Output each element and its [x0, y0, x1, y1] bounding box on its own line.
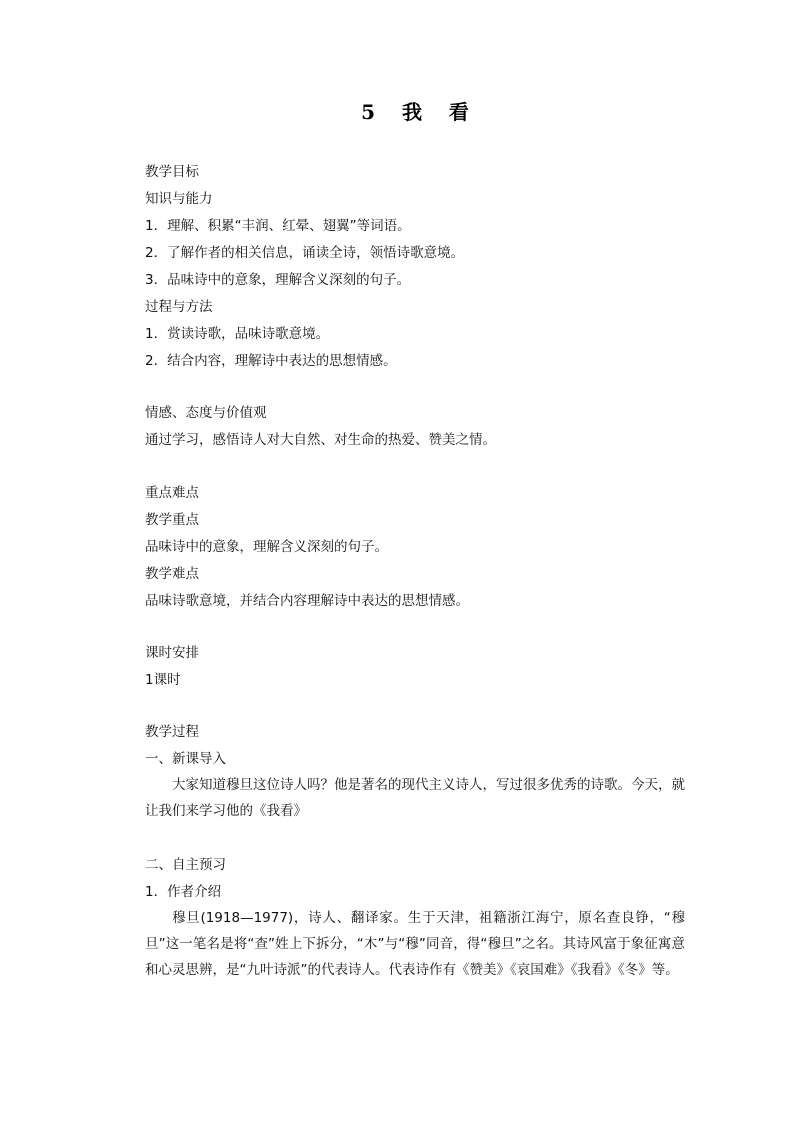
- subheading-key-point: 教学重点: [145, 512, 199, 528]
- subheading-author-intro: 1．作者介绍: [145, 884, 222, 900]
- goal-item: 3．品味诗中的意象，理解含义深刻的句子。: [145, 272, 411, 288]
- key-point-text: 品味诗中的意象，理解含义深刻的句子。: [145, 539, 388, 555]
- schedule-text: 1课时: [145, 672, 181, 688]
- subheading-self-preview: 二、自主预习: [145, 857, 226, 873]
- section-heading-schedule: 课时安排: [145, 645, 199, 661]
- intro-paragraph: 大家知道穆旦这位诗人吗？他是著名的现代主义诗人，写过很多优秀的诗歌。今天，就让我们来学习他的《我看》: [145, 777, 685, 819]
- document-title: 5 我 看: [361, 100, 479, 124]
- method-item: 1．赏读诗歌，品味诗歌意境。: [145, 326, 330, 342]
- method-item: 2．结合内容，理解诗中表达的思想情感。: [145, 353, 397, 369]
- section-heading-teaching-process: 教学过程: [145, 724, 199, 740]
- section-heading-key-difficult: 重点难点: [145, 485, 199, 501]
- subheading-difficult-point: 教学难点: [145, 566, 199, 582]
- goal-item: 1．理解、积累“丰润、红晕、翅翼”等词语。: [145, 218, 411, 234]
- difficult-point-text: 品味诗歌意境，并结合内容理解诗中表达的思想情感。: [145, 593, 469, 609]
- subheading-intro: 一、新课导入: [145, 751, 226, 767]
- section-heading-teaching-goals: 教学目标: [145, 164, 199, 180]
- subheading-process-method: 过程与方法: [145, 299, 213, 315]
- goal-item: 2．了解作者的相关信息，诵读全诗，领悟诗歌意境。: [145, 245, 465, 261]
- author-paragraph: 穆旦(1918—1977)，诗人、翻译家。生于天津，祖籍浙江海宁，原名查良铮，“穆旦”这一笔名是将“查”姓上下拆分，“木”与“穆”同音，得“穆旦”之名。其诗风富于象征寓意和心灵思辨，是“九叶诗派”的代表诗人。代表诗作有《赞美》《哀国难》《我看》《冬》等。: [145, 910, 685, 978]
- emotion-text: 通过学习，感悟诗人对大自然、对生命的热爱、赞美之情。: [145, 432, 496, 448]
- subheading-emotion-values: 情感、态度与价值观: [145, 405, 267, 421]
- subheading-knowledge-ability: 知识与能力: [145, 191, 213, 207]
